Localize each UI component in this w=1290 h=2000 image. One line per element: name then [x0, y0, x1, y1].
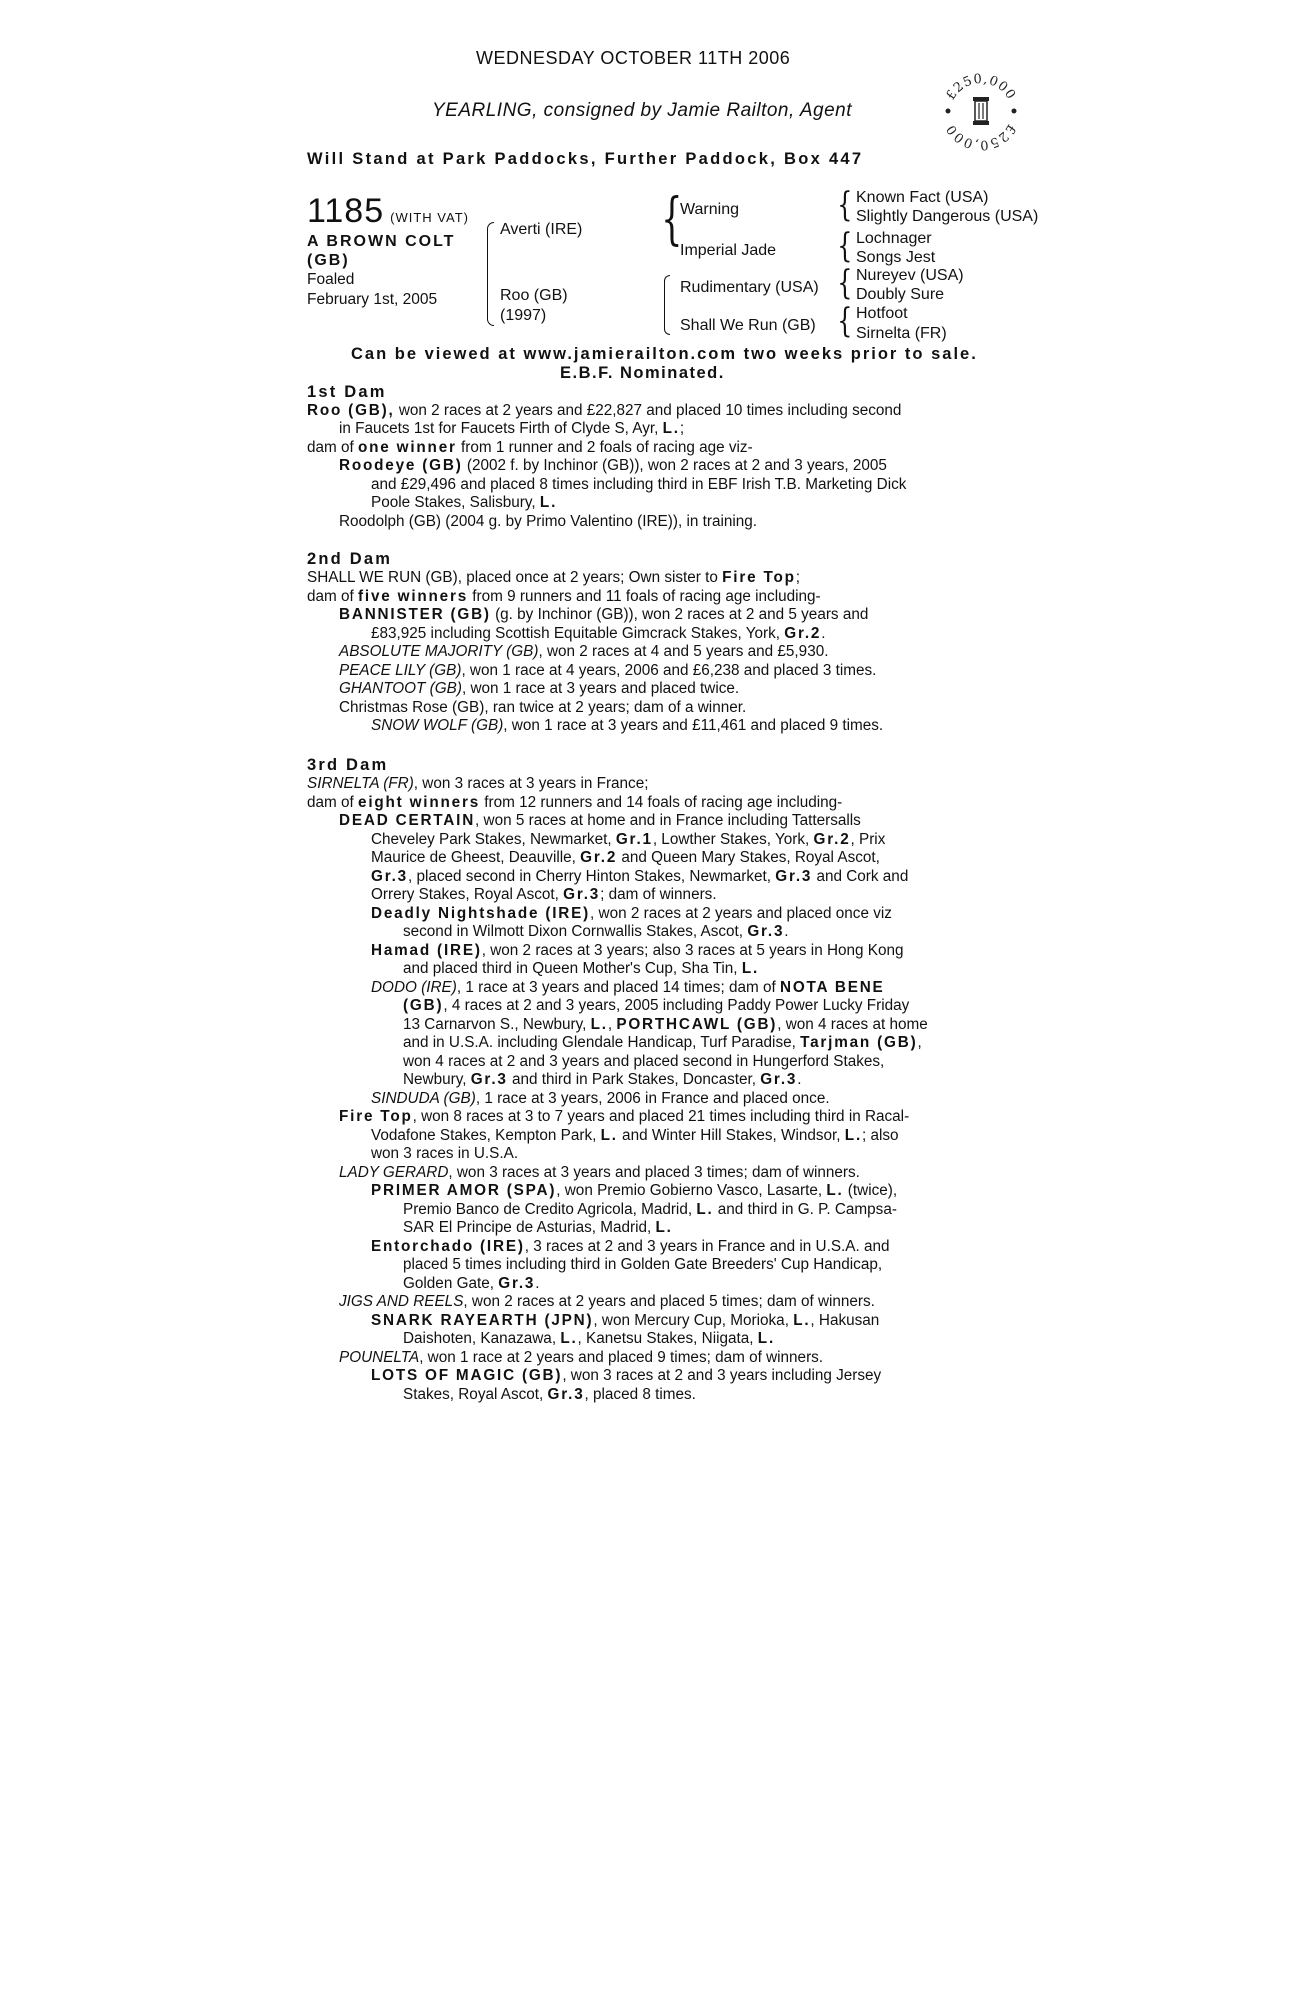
- text-run: Gr.3: [775, 868, 813, 885]
- text-run: Premio Banco de Credito Agricola, Madrid,: [403, 1201, 697, 1218]
- text-run: L.: [600, 1127, 618, 1144]
- text-run: second in Wilmott Dixon Cornwallis Stakes, Ascot,: [403, 923, 748, 940]
- third-dam-line: [403, 1330, 775, 1349]
- text-run: Roodeye (GB): [339, 457, 463, 474]
- great-grandsire-5: Nureyev (USA): [856, 267, 964, 284]
- great-grandsire-7: Hotfoot: [856, 305, 908, 322]
- grandsire-4: Shall We Run (GB): [680, 317, 816, 334]
- great-grandsire-6: Doubly Sure: [856, 286, 945, 303]
- pedigree-brace-g3: {: [837, 263, 853, 303]
- text-run: L.: [655, 1219, 673, 1236]
- text-run: , won 1 race at 3 years and placed twice.: [461, 680, 740, 697]
- text-run: Gr.2: [813, 831, 851, 848]
- text-run: , won 4 races at home: [777, 1016, 928, 1033]
- sale-date: WEDNESDAY OCTOBER 11TH 2006: [476, 48, 791, 68]
- third-dam-line: [371, 1127, 899, 1146]
- text-run: Fire Top: [722, 569, 796, 586]
- third-dam-line: [371, 942, 904, 961]
- foaled-date: February 1st, 2005: [307, 291, 438, 308]
- text-run: ,: [917, 1034, 922, 1051]
- first-dam-line: [307, 439, 753, 458]
- text-run: and in U.S.A. including Glendale Handicap, Turf Paradise,: [403, 1034, 801, 1051]
- text-run: (2002 f. by Inchinor (GB)), won 2 races at 2 and 3 years, 2005: [462, 457, 887, 474]
- text-run: DEAD CERTAIN: [339, 812, 476, 829]
- text-run: Vodafone Stakes, Kempton Park,: [371, 1127, 601, 1144]
- text-run: L.: [696, 1201, 714, 1218]
- great-grandsire-4: Songs Jest: [856, 249, 936, 266]
- text-run: Stakes, Royal Ascot,: [403, 1386, 548, 1403]
- second-dam-line: [371, 717, 883, 736]
- text-run: , won 8 races at 3 to 7 years and placed 21 times including third in Racal-: [412, 1108, 910, 1125]
- seal-text-top: £250,000: [943, 71, 1019, 103]
- text-run: .: [821, 625, 826, 642]
- text-run: L.: [662, 420, 680, 437]
- text-run: Gr.3: [760, 1071, 798, 1088]
- text-run: one winner: [358, 439, 457, 456]
- text-run: from 9 runners and 11 foals of racing age including-: [468, 588, 821, 605]
- text-run: dam of: [307, 439, 359, 456]
- great-grandsire-3: Lochnager: [856, 230, 932, 247]
- third-dam-line: [403, 960, 759, 979]
- text-run: PEACE LILY (GB): [339, 662, 462, 679]
- text-run: , Hakusan: [810, 1312, 880, 1329]
- text-run: SINDUDA (GB): [371, 1090, 476, 1107]
- third-dam-line: [403, 1016, 928, 1035]
- third-dam-line: [339, 1108, 909, 1127]
- text-run: Gr.3: [747, 923, 785, 940]
- second-dam-line: [339, 680, 739, 699]
- text-run: , won 2 races at 2 years and placed once viz: [590, 905, 892, 922]
- text-run: SHALL WE RUN (GB), placed once at 2 years; Own sister to: [307, 569, 723, 586]
- text-run: from 12 runners and 14 foals of racing age including-: [480, 794, 843, 811]
- third-dam-line: [403, 1201, 897, 1220]
- first-dam-line: [339, 513, 757, 532]
- third-dam-line: [339, 1349, 823, 1368]
- text-run: , won 3 races at 3 years and placed 3 times; dam of winners.: [448, 1164, 860, 1181]
- third-dam-line: [339, 1293, 875, 1312]
- third-dam-heading: 3rd Dam: [307, 756, 389, 774]
- text-run: Cheveley Park Stakes, Newmarket,: [371, 831, 616, 848]
- text-run: , won 2 races at 2 years and placed 5 times; dam of winners.: [463, 1293, 875, 1310]
- text-run: L.: [560, 1330, 578, 1347]
- text-run: from 1 runner and 2 foals of racing age viz-: [456, 439, 753, 456]
- text-run: , 4 races at 2 and 3 years, 2005 including Paddy Power Lucky Friday: [443, 997, 910, 1014]
- third-dam-line: [371, 1090, 830, 1109]
- text-run: dam of: [307, 588, 359, 605]
- text-run: Christmas Rose (GB), ran twice at 2 years; dam of a winner.: [339, 699, 747, 716]
- lot-number: [307, 192, 469, 231]
- text-run: PORTHCAWL (GB): [616, 1016, 778, 1033]
- text-run: Newbury,: [403, 1071, 471, 1088]
- third-dam-line: [371, 979, 885, 998]
- text-run: , Lowther Stakes, York,: [652, 831, 814, 848]
- text-run: won 2 races at 2 years and £22,827 and placed 10 times including second: [398, 402, 902, 419]
- grandsire-2: Imperial Jade: [680, 242, 777, 259]
- text-run: Fire Top: [339, 1108, 413, 1125]
- seal-text-bottom: £250,000: [943, 121, 1019, 152]
- second-dam-line: [339, 699, 746, 718]
- text-run: and Winter Hill Stakes, Windsor,: [617, 1127, 845, 1144]
- text-run: Roo (GB),: [307, 402, 395, 419]
- second-dam-heading: 2nd Dam: [307, 550, 393, 568]
- third-dam-line: [403, 997, 909, 1016]
- consignment-line: YEARLING, consigned by Jamie Railton, Agent: [432, 100, 852, 121]
- third-dam-line: [403, 1053, 884, 1072]
- third-dam-line: [403, 1219, 673, 1238]
- third-dam-line: [371, 905, 892, 924]
- text-run: , 1 race at 3 years, 2006 in France and placed once.: [475, 1090, 830, 1107]
- text-run: , won Premio Gobierno Vasco, Lasarte,: [556, 1182, 827, 1199]
- text-run: Poole Stakes, Salisbury,: [371, 494, 540, 511]
- second-dam-line: [371, 625, 825, 644]
- text-run: POUNELTA: [339, 1349, 420, 1366]
- text-run: Gr.3: [371, 868, 408, 885]
- text-run: Gr.1: [615, 831, 653, 848]
- text-run: .: [535, 1275, 540, 1292]
- text-run: JIGS AND REELS: [339, 1293, 464, 1310]
- sire-name: Averti (IRE): [500, 221, 583, 238]
- second-dam-line: [307, 569, 800, 588]
- first-dam-heading: 1st Dam: [307, 383, 387, 401]
- third-dam-line: [307, 775, 648, 794]
- great-grandsire-8: Sirnelta (FR): [856, 325, 947, 342]
- text-run: , Kanetsu Stakes, Niigata,: [577, 1330, 758, 1347]
- text-run: SIRNELTA (FR): [307, 775, 414, 792]
- foaled-info: [307, 270, 437, 310]
- text-run: won 4 races at 2 and 3 years and placed second in Hungerford Stakes,: [403, 1053, 885, 1070]
- text-run: in Faucets 1st for Faucets Firth of Clyde S, Ayr,: [339, 420, 663, 437]
- text-run: Gr.3: [563, 886, 601, 903]
- second-dam-line: [307, 588, 821, 607]
- text-run: , placed 8 times.: [584, 1386, 696, 1403]
- text-run: SNARK RAYEARTH (JPN): [371, 1312, 594, 1329]
- text-run: SAR El Principe de Asturias, Madrid,: [403, 1219, 656, 1236]
- dam-name: Roo (GB): [500, 287, 568, 304]
- third-dam-line: [371, 831, 885, 850]
- text-run: Gr.3: [470, 1071, 508, 1088]
- text-run: L.: [590, 1016, 608, 1033]
- text-run: , won 2 races at 3 years; also 3 races at 5 years in Hong Kong: [481, 942, 904, 959]
- grandsire-3: Rudimentary (USA): [680, 279, 819, 296]
- text-run: , won 3 races at 2 and 3 years including Jersey: [562, 1367, 882, 1384]
- text-run: L.: [539, 494, 558, 511]
- text-run: Maurice de Gheest, Deauville,: [371, 849, 581, 866]
- pedigree-brace-g1: {: [837, 185, 853, 225]
- horse-line-2: (GB): [307, 252, 350, 269]
- text-run: (g. by Inchinor (GB)), won 2 races at 2 and 5 years and: [490, 606, 869, 623]
- text-run: eight winners: [358, 794, 481, 811]
- pedigree-brace-sire: {: [661, 187, 683, 252]
- text-run: five winners: [358, 588, 469, 605]
- third-dam-line: [403, 1256, 882, 1275]
- text-run: and Cork and: [812, 868, 909, 885]
- third-dam-line: [403, 1275, 539, 1294]
- second-dam-line: [339, 662, 876, 681]
- text-run: DODO (IRE): [371, 979, 457, 996]
- text-run: (twice),: [843, 1182, 898, 1199]
- text-run: , placed second in Cherry Hinton Stakes, Newmarket,: [407, 868, 776, 885]
- pedigree-brace-main: [487, 222, 494, 326]
- text-run: , won 5 races at home and in France including Tattersalls: [475, 812, 861, 829]
- text-run: L.: [757, 1330, 775, 1347]
- text-run: , won 1 race at 2 years and placed 9 times; dam of winners.: [419, 1349, 824, 1366]
- first-dam-line: [339, 457, 887, 476]
- third-dam-line: [371, 1367, 881, 1386]
- horse-line-1: A BROWN COLT: [307, 233, 456, 250]
- text-run: Gr.2: [784, 625, 822, 642]
- third-dam-line: [403, 923, 789, 942]
- third-dam-line: [339, 812, 861, 831]
- text-run: ;: [795, 569, 801, 586]
- text-run: , won 2 races at 4 and 5 years and £5,930.: [538, 643, 829, 660]
- text-run: L.: [793, 1312, 811, 1329]
- third-dam-line: [371, 1145, 518, 1164]
- third-dam-line: [371, 868, 908, 887]
- text-run: NOTA BENE: [779, 979, 885, 996]
- text-run: Entorchado (IRE): [371, 1238, 525, 1255]
- foaled-label: Foaled: [307, 271, 355, 288]
- third-dam-line: [371, 1312, 879, 1331]
- text-run: dam of: [307, 794, 359, 811]
- text-run: ,: [607, 1016, 617, 1033]
- price-seal-icon: [940, 70, 1022, 152]
- ebf-note: E.B.F. Nominated.: [560, 364, 725, 382]
- text-run: L.: [844, 1127, 862, 1144]
- text-run: Deadly Nightshade (IRE): [371, 905, 591, 922]
- text-run: , Prix: [850, 831, 886, 848]
- third-dam-line: [371, 849, 880, 868]
- text-run: ABSOLUTE MAJORITY (GB): [339, 643, 539, 660]
- text-run: Roodolph (GB) (2004 g. by Primo Valentino (IRE)), in training.: [339, 513, 758, 530]
- third-dam-line: [403, 1071, 801, 1090]
- text-run: , won 1 race at 4 years, 2006 and £6,238 and placed 3 times.: [461, 662, 877, 679]
- text-run: 13 Carnarvon S., Newbury,: [403, 1016, 591, 1033]
- great-grandsire-1: Known Fact (USA): [856, 189, 989, 206]
- text-run: , 1 race at 3 years and placed 14 times; dam of: [456, 979, 780, 996]
- third-dam-line: [371, 886, 717, 905]
- text-run: L.: [826, 1182, 844, 1199]
- first-dam-line: [307, 402, 901, 421]
- text-run: Gr.3: [547, 1386, 585, 1403]
- text-run: Gr.2: [580, 849, 618, 866]
- text-run: , won Mercury Cup, Morioka,: [593, 1312, 794, 1329]
- text-run: SNOW WOLF (GB): [371, 717, 504, 734]
- text-run: and placed third in Queen Mother's Cup, Sha Tin,: [403, 960, 742, 977]
- pedigree-brace-dam: [664, 275, 670, 335]
- first-dam-line: [371, 476, 906, 495]
- text-run: (GB): [403, 997, 444, 1014]
- text-run: GHANTOOT (GB): [339, 680, 462, 697]
- text-run: won 3 races in U.S.A.: [371, 1145, 519, 1162]
- text-run: ; also: [862, 1127, 899, 1144]
- viewing-note: Can be viewed at www.jamierailton.com two weeks prior to sale.: [351, 345, 978, 363]
- text-run: , 3 races at 2 and 3 years in France and in U.S.A. and: [524, 1238, 890, 1255]
- text-run: placed 5 times including third in Golden Gate Breeders' Cup Handicap,: [403, 1256, 883, 1273]
- text-run: £83,925 including Scottish Equitable Gimcrack Stakes, York,: [371, 625, 785, 642]
- third-dam-line: [403, 1034, 922, 1053]
- text-run: .: [797, 1071, 802, 1088]
- text-run: Hamad (IRE): [371, 942, 482, 959]
- first-dam-line: [371, 494, 557, 513]
- text-run: LOTS OF MAGIC (GB): [371, 1367, 563, 1384]
- text-run: Tarjman (GB): [800, 1034, 918, 1051]
- grandsire-1: Warning: [680, 201, 739, 218]
- lot-number-value: 1185: [307, 192, 385, 230]
- text-run: and Queen Mary Stakes, Royal Ascot,: [617, 849, 880, 866]
- vat-note: (WITH VAT): [390, 210, 469, 225]
- text-run: BANNISTER (GB): [339, 606, 491, 623]
- text-run: and £29,496 and placed 8 times including third in EBF Irish T.B. Marketing Dick: [371, 476, 907, 493]
- third-dam-line: [339, 1164, 860, 1183]
- third-dam-line: [403, 1386, 696, 1405]
- pedigree-brace-g2: {: [837, 226, 853, 266]
- second-dam-line: [339, 606, 868, 625]
- text-run: LADY GERARD: [339, 1164, 449, 1181]
- second-dam-line: [339, 643, 828, 662]
- text-run: PRIMER AMOR (SPA): [371, 1182, 557, 1199]
- third-dam-line: [371, 1182, 897, 1201]
- text-run: Gr.3: [498, 1275, 536, 1292]
- third-dam-line: [307, 794, 842, 813]
- dam-year: (1997): [500, 307, 547, 324]
- third-dam-line: [371, 1238, 890, 1257]
- text-run: Golden Gate,: [403, 1275, 499, 1292]
- pedigree-brace-g4: {: [837, 301, 853, 341]
- text-run: Orrery Stakes, Royal Ascot,: [371, 886, 564, 903]
- text-run: , won 3 races at 3 years in France;: [413, 775, 649, 792]
- text-run: L.: [741, 960, 760, 977]
- horse-description: [307, 232, 455, 270]
- great-grandsire-2: Slightly Dangerous (USA): [856, 208, 1039, 225]
- stand-location: Will Stand at Park Paddocks, Further Paddock, Box 447: [307, 150, 864, 168]
- svg-text:£250,000: [943, 121, 1018, 152]
- text-run: ; dam of winners.: [600, 886, 717, 903]
- text-run: Daishoten, Kanazawa,: [403, 1330, 561, 1347]
- first-dam-line: in Faucets 1st for Faucets Firth of Clyde S, Ayr, L.;: [339, 420, 685, 437]
- text-run: and third in Park Stakes, Doncaster,: [507, 1071, 761, 1088]
- text-run: , won 1 race at 3 years and £11,461 and placed 9 times.: [503, 717, 884, 734]
- text-run: .: [784, 923, 789, 940]
- text-run: and third in G. P. Campsa-: [713, 1201, 897, 1218]
